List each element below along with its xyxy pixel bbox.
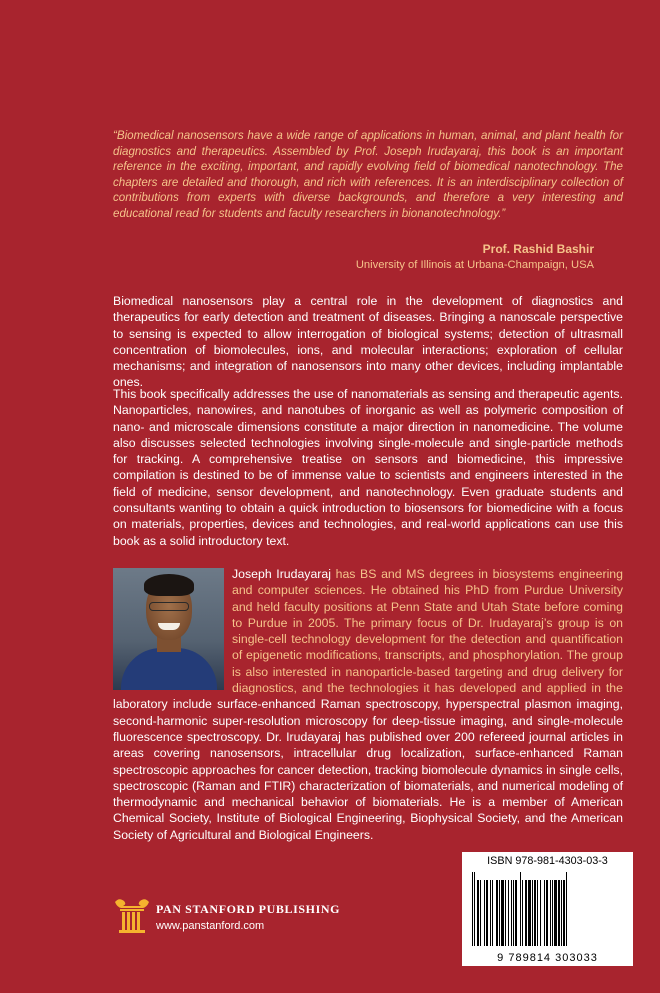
description-paragraph-2: This book specifically addresses the use of nanomaterials as sensing and therapeutic agents. Nanoparticles, nanowires, and nanotubes of inorganic as well as polymeric composition of nano- and microscale dimensions constitute a major direction in nanomedicine. The volume also discusses selected technologies involving single-molecule and single-particle methods for tracking. A comprehensive treatise on sensors and biomedicine, this impressive compilation is destined to be of immense value to scientists and engineers interested in the field of medicine, sensor development, and nanotechnology. Even graduate students and consultants wanting to obtain a quick introduction to biosensors for biomedicine with a focus on materials, properties, devices and technologies, and real-world applications can use this book as a solid introductory text. — [113, 387, 623, 548]
barcode-bar — [567, 872, 568, 946]
author-name: Joseph Irudayaraj — [232, 567, 331, 581]
barcode-digits: 9 789814 303033 — [497, 952, 598, 964]
barcode-bars — [472, 872, 627, 946]
endorser-affiliation: University of Illinois at Urbana-Champaign, USA — [355, 259, 594, 271]
description-paragraph-1: Biomedical nanosensors play a central role in the development of diagnostics and therapeutics for early detection and treatment of diseases. Bringing a nanoscale perspective to sensing is expected to allow interrogation of biological systems; detection of ultrasmall concentration of biomolecules, ions, and molecular interactions; exploration of cellular mechanisms; and integration of nanosensors into many other devices, including implantable ones. — [113, 294, 623, 390]
endorsement-quote: “Biomedical nanosensors have a wide range of applications in human, animal, and plant health for diagnostics and therapeutics. Assembled by Prof. Joseph Irudayaraj, this book is an important reference in the exciting, important, and rapidly evolving field of biomedical nanotechnology. The chapters are detailed and thorough, and rich with references. It is an interdisciplinary collection of contributions from experts with diverse backgrounds, and therefore a very interesting and educational read for students and faculty researchers in bionanotechnology.” — [113, 129, 623, 220]
isbn-label: ISBN 978-981-4303-03-3 — [487, 855, 608, 867]
publisher-name: PAN STANFORD PUBLISHING — [156, 902, 341, 916]
publisher-url: www.panstanford.com — [156, 920, 265, 932]
author-bio-text-continued: laboratory include surface-enhanced Raman spectroscopy, hyperspectral plasmon imaging, second-harmonic super-resolution microscopy for deep-tissue imaging, and single-molecule fluorescence spectroscopy. Dr. Irudayaraj has published over 200 refereed journal articles in areas covering nanosensors, intracellular drug localization, surface-enhanced Raman spectroscopic approaches for cancer detection, tracking biomolecule dynamics in single cells, spectroscopic (Raman and FTIR) characterization of biomaterials, and numerical modeling of thermodynamic and mechanical behavior of biomaterials. He is a member of American Chemical Society, Institute of Biological Engineering, Biophysical Society, and the American Society of Agricultural and Biological Engineers. — [113, 697, 623, 842]
author-bio — [113, 566, 623, 843]
endorser-name: Prof. Rashid Bashir — [482, 242, 594, 256]
column-logo-icon — [113, 896, 151, 934]
author-bio-text: has BS and MS degrees in biosystems engineering and computer sciences. He obtained his PhD from Purdue University and held faculty positions at Penn State and Utah State before coming to Purdue in 2005. The primary focus of Dr. Irudayaraj’s group is on single-cell technology development for the detection and quantification of epigenetic modifications, transcripts, and phosphorylation. The group is also interested in nanoparticle-based targeting and drug delivery for diagnostics, and the technologies it has developed and applied in the — [232, 567, 623, 696]
isbn-barcode — [462, 852, 633, 966]
